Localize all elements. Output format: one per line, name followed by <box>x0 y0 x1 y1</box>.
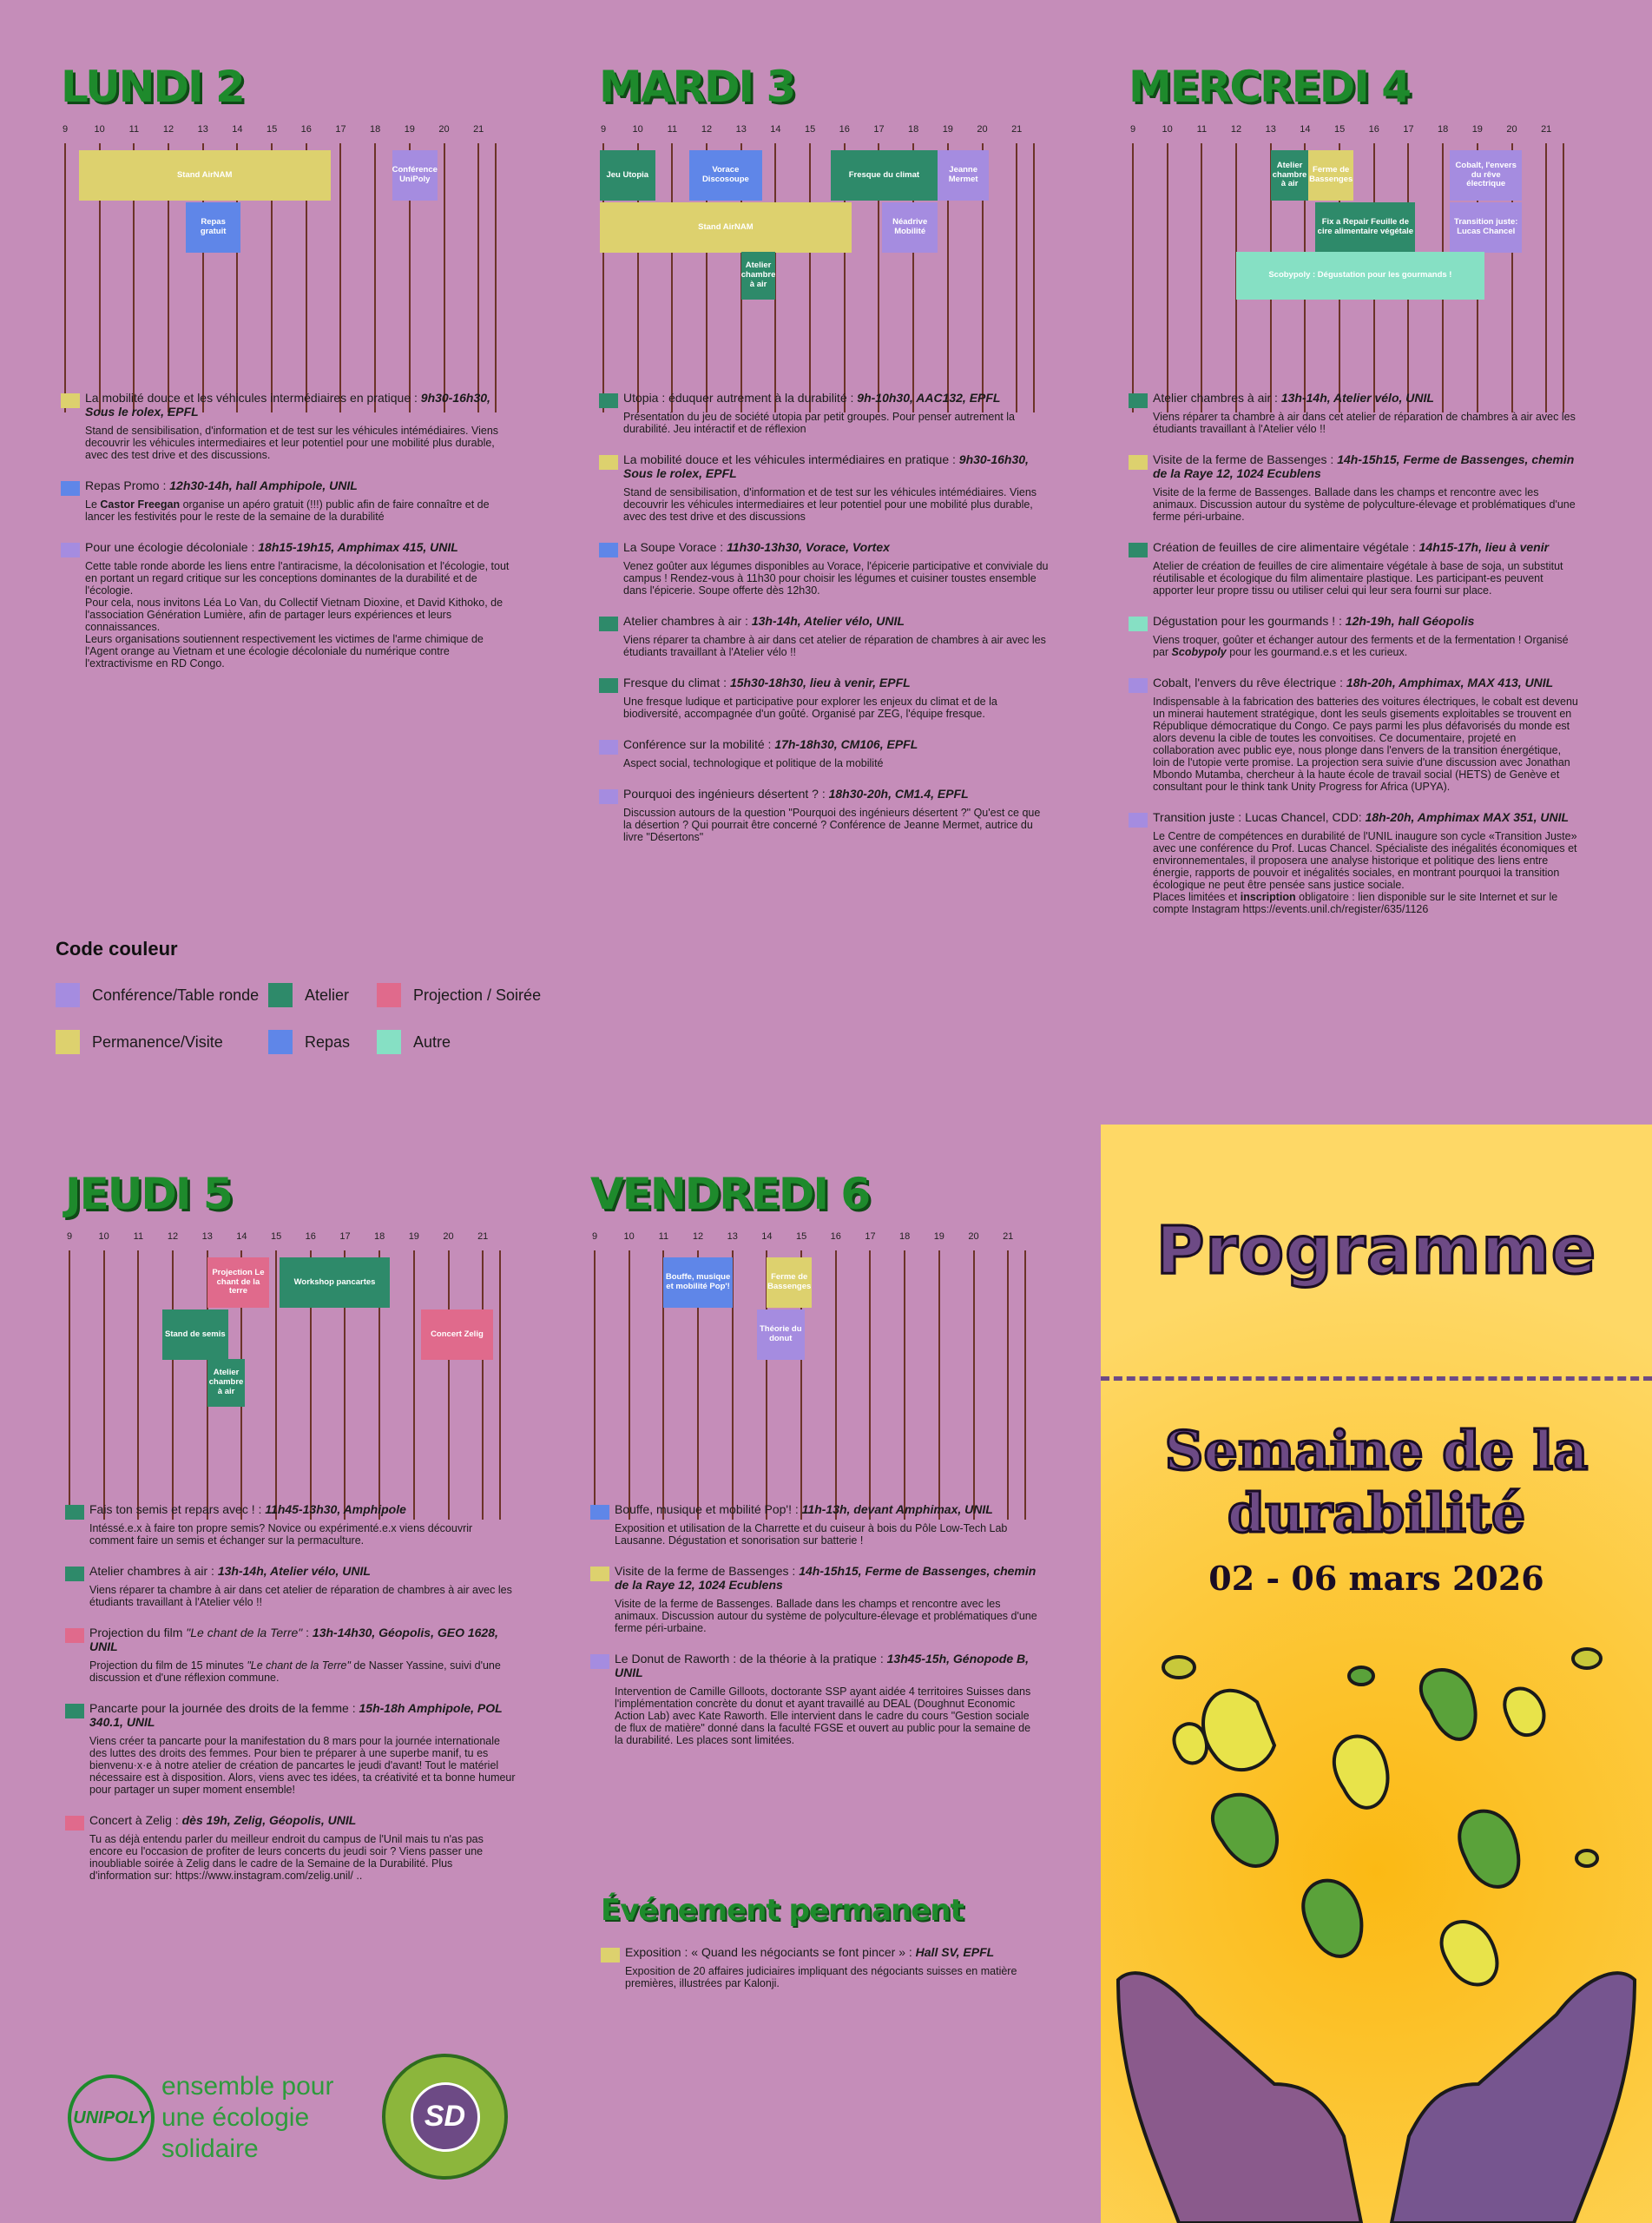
event-list-5 <box>590 1502 1042 1764</box>
hour-gridline <box>64 143 66 412</box>
timeline-event[interactable]: Bouffe, musique et mobilité Pop'! <box>663 1257 732 1308</box>
event-details: Viens créer ta pancarte pour la manifestation du 8 mars pour la journée internationale des luttes des droits des femmes. Pour bien te préparer à une superbe manif, tu es bienvenu·x·e à notre atelier de création de pancartes le jeudi d'avant! Tout le matériel nécessaire est à disposition. Alors, viens avec tes idées, ta créativité et ta bonne humeur pour partager un super moment ensemble! <box>89 1735 516 1796</box>
timeline-event[interactable]: Stand AirNAM <box>79 150 331 201</box>
day-title: LUNDI 2 <box>61 62 244 112</box>
hour-gridline <box>275 1250 277 1520</box>
event-description <box>1129 810 1580 915</box>
hour-label: 17 <box>873 124 885 135</box>
hour-gridline <box>1201 143 1202 412</box>
hour-gridline <box>904 1250 905 1520</box>
category-marker <box>599 740 618 755</box>
hour-label: 17 <box>339 1231 351 1242</box>
hour-gridline <box>103 1250 105 1520</box>
event-description <box>599 676 1050 720</box>
day-schedule-5 <box>590 1164 1042 1343</box>
hour-gridline <box>1007 1250 1009 1520</box>
event-description <box>1129 614 1580 658</box>
event-title: Atelier chambres à air : 13h-14h, Atelier vélo, UNIL <box>623 614 905 628</box>
hour-label: 9 <box>591 1231 598 1242</box>
event-description <box>601 1945 1052 1989</box>
category-marker <box>61 393 80 408</box>
category-marker <box>1129 813 1148 828</box>
legend-label: Atelier <box>305 986 350 1004</box>
timeline-event[interactable]: Concert Zelig <box>421 1309 493 1360</box>
timeline-event[interactable]: Projection Le chant de la terre <box>207 1257 269 1308</box>
hour-label: 17 <box>865 1231 876 1242</box>
event-description <box>65 1626 517 1684</box>
event-title: Fais ton semis et repars avec ! : 11h45-13h30, Amphipole <box>89 1502 406 1516</box>
hour-label: 16 <box>305 1231 316 1242</box>
hour-label: 12 <box>701 124 713 135</box>
event-description <box>599 737 1050 769</box>
hour-label: 15 <box>804 124 816 135</box>
hour-gridline <box>499 1250 501 1520</box>
hour-label: 14 <box>236 1231 247 1242</box>
timeline-event[interactable]: Fresque du climat <box>831 150 938 201</box>
category-marker <box>590 1505 609 1520</box>
timeline <box>590 1231 1042 1522</box>
category-marker <box>599 617 618 631</box>
hour-label: 21 <box>1003 1231 1014 1242</box>
day-title: VENDREDI 6 <box>590 1169 870 1219</box>
event-title: Exposition : « Quand les négociants se font pincer » : Hall SV, EPFL <box>625 1945 995 1959</box>
event-description <box>599 452 1050 523</box>
week-dates: 02 - 06 mars 2026 <box>1208 1559 1544 1598</box>
leaf-icon <box>1303 1881 1361 1956</box>
timeline-event[interactable]: Atelier chambre à air <box>1271 150 1309 201</box>
event-details: Tu as déjà entendu parler du meilleur endroit du campus de l'Unil mais tu n'as pas encore eu l'occasion de profiter de leurs concerts du jeudi soir ? Viens passer une inoubliable soirée à Zelig dans le cadre de la Semaine de la Durabilité. Plus d'information sur: https://www.instagram.com/zelig.unil/ .. <box>89 1833 484 1882</box>
hour-label: 18 <box>374 1231 385 1242</box>
hour-label: 14 <box>232 124 243 135</box>
hour-label: 9 <box>62 124 69 135</box>
timeline <box>61 124 512 415</box>
hour-label: 13 <box>735 124 747 135</box>
event-list-2 <box>599 391 1050 861</box>
timeline-event[interactable]: Fix a Repair Feuille de cire alimentaire végétale <box>1315 202 1415 253</box>
event-details: Intéssé.e.x à faire ton propre semis? Novice ou expérimenté.e.x viens découvrir comment faire un semis et échanger sur la permaculture. <box>89 1522 473 1547</box>
hour-label: 12 <box>167 1231 179 1242</box>
hour-label: 15 <box>1333 124 1346 135</box>
hour-gridline <box>374 143 376 412</box>
hour-label: 19 <box>942 124 953 135</box>
leaf-icon <box>1203 1691 1274 1770</box>
hour-label: 14 <box>1300 124 1311 135</box>
hour-label: 10 <box>98 1231 109 1242</box>
hour-gridline <box>835 1250 837 1520</box>
event-details: Aspect social, technologique et politique de la mobilité <box>623 757 884 769</box>
category-marker <box>1129 678 1148 693</box>
hour-gridline <box>869 1250 871 1520</box>
programme-title: Programme <box>1155 1211 1597 1289</box>
category-marker <box>65 1704 84 1718</box>
event-description <box>590 1652 1042 1746</box>
legend-swatch <box>268 1030 293 1054</box>
hour-label: 18 <box>908 124 919 135</box>
timeline-event[interactable]: Transition juste: Lucas Chancel <box>1450 202 1522 253</box>
hour-label: 20 <box>1506 124 1517 135</box>
color-legend <box>56 938 576 1059</box>
hour-gridline <box>671 143 673 412</box>
hour-label: 19 <box>404 124 415 135</box>
hour-gridline <box>413 1250 415 1520</box>
hour-label: 15 <box>270 1231 282 1242</box>
event-details: Une fresque ludique et participative pour explorer les enjeux du climat et de la biodiversité, accompagnée d'un goûté. Organisé par ZEG, l'équipe fresque. <box>623 696 997 720</box>
event-details: Exposition et utilisation de la Charrette et du cuiseur à bois du Pôle Low-Tech Lab Lausanne. Dégustation et sonorisation sur batterie ! <box>615 1522 1008 1547</box>
category-marker <box>1129 543 1148 557</box>
event-title: Pour une écologie décoloniale : 18h15-19h15, Amphimax 415, UNIL <box>85 540 458 554</box>
event-details: Viens réparer ta chambre à air dans cet atelier de réparation de chambres à air avec les étudiants travaillant à l'Atelier vélo !! <box>623 634 1046 658</box>
event-details: Stand de sensibilisation, d'information et de test sur les véhicules intémédiaires. Viens decouvrir les véhicules intermediaires et leur potentiel pour une mobilité plus durable, avec des test drive et des discussions <box>623 486 1037 523</box>
event-details: Projection du film de 15 minutes "Le chant de la Terre" de Nasser Yassine, suivi d'une discussion et d'une réflexion commune. <box>89 1659 501 1684</box>
timeline <box>65 1231 517 1522</box>
legend-item-repas <box>268 1030 350 1054</box>
hour-label: 10 <box>1162 124 1173 135</box>
legend-swatch <box>56 983 80 1007</box>
day-schedule-3 <box>1129 56 1580 280</box>
category-marker <box>599 678 618 693</box>
category-marker <box>599 393 618 408</box>
event-description <box>599 540 1050 597</box>
seed-icon <box>1163 1657 1195 1678</box>
hour-label: 12 <box>692 1231 704 1242</box>
event-description <box>61 478 512 523</box>
legend-item-atelier <box>268 983 349 1007</box>
hour-label: 21 <box>1541 124 1552 135</box>
day-title: JEUDI 5 <box>65 1169 232 1219</box>
event-title: Projection du film "Le chant de la Terre" : 13h-14h30, Géopolis, GEO 1628, UNIL <box>89 1626 498 1653</box>
event-title: Conférence sur la mobilité : 17h-18h30, CM106, EPFL <box>623 737 918 751</box>
unipoly-tagline-3: solidaire <box>161 2134 259 2163</box>
hour-gridline <box>339 143 341 412</box>
hour-label: 18 <box>899 1231 911 1242</box>
legend-label: Repas <box>305 1032 351 1051</box>
event-description <box>599 787 1050 843</box>
dashed-divider <box>1101 1376 1652 1381</box>
event-title: Concert à Zelig : dès 19h, Zelig, Géopolis, UNIL <box>89 1813 357 1827</box>
legend-swatch <box>268 983 293 1007</box>
hour-label: 18 <box>370 124 381 135</box>
leaf-icon <box>1334 1737 1388 1808</box>
event-description <box>1129 391 1580 435</box>
day-schedule-2 <box>599 56 1050 289</box>
timeline-event[interactable]: Ferme de Bassenges <box>767 1257 812 1308</box>
hour-label: 11 <box>658 1231 669 1242</box>
event-title: Pourquoi des ingénieurs désertent ? : 18h30-20h, CM1.4, EPFL <box>623 787 969 801</box>
category-marker <box>1129 393 1148 408</box>
event-details: Exposition de 20 affaires judiciaires impliquant des négociants suisses en matière premières, illustrées par Kalonji. <box>625 1965 1017 1989</box>
hour-gridline <box>172 1250 174 1520</box>
event-description <box>65 1813 517 1882</box>
category-marker <box>65 1628 84 1643</box>
timeline-event[interactable]: Jeanne Mermet <box>938 150 990 201</box>
event-title: Le Donut de Raworth : de la théorie à la pratique : 13h45-15h, Génopode B, UNIL <box>615 1652 1030 1679</box>
leaf-icon <box>1442 1922 1497 1984</box>
hour-gridline <box>69 1250 70 1520</box>
hands-leaves-illustration <box>1101 1598 1652 2223</box>
hour-label: 20 <box>977 124 988 135</box>
hour-gridline <box>1563 143 1564 412</box>
category-marker <box>599 543 618 557</box>
sd-logo <box>382 2054 508 2180</box>
hour-label: 13 <box>727 1231 738 1242</box>
hour-gridline <box>495 143 497 412</box>
day-title: MARDI 3 <box>599 62 795 112</box>
day-title: MERCREDI 4 <box>1129 62 1411 112</box>
seed-icon <box>1349 1667 1373 1685</box>
hour-label: 20 <box>438 124 450 135</box>
event-title: Fresque du climat : 15h30-18h30, lieu à venir, EPFL <box>623 676 911 689</box>
hour-label: 15 <box>266 124 278 135</box>
hour-label: 11 <box>1196 124 1208 135</box>
hour-label: 16 <box>300 124 312 135</box>
category-marker <box>590 1654 609 1669</box>
legend-label: Permanence/Visite <box>92 1032 223 1051</box>
hour-label: 10 <box>623 1231 635 1242</box>
timeline-event[interactable]: Repas gratuit <box>186 202 240 253</box>
hour-gridline <box>1033 143 1035 412</box>
category-marker <box>590 1567 609 1581</box>
event-description <box>1129 676 1580 793</box>
legend-item-autre <box>377 1030 451 1054</box>
day-schedule-4 <box>65 1164 517 1396</box>
event-details: Stand de sensibilisation, d'information et de test sur les véhicules intémédiaires. Viens decouvrir les véhicules intermediaires et leur potentiel pour une mobilité plus durable, avec des test drive et des discussions. <box>85 425 499 461</box>
hour-label: 11 <box>128 124 140 135</box>
category-marker <box>599 789 618 804</box>
event-title: La mobilité douce et les véhicules intermédiaires en pratique : 9h30-16h30, Sous le rolex, EPFL <box>85 391 490 419</box>
leaf-icon <box>1421 1670 1476 1739</box>
hour-label: 14 <box>761 1231 773 1242</box>
legend-item-permanence <box>56 1030 223 1054</box>
hour-gridline <box>482 1250 484 1520</box>
hour-label: 16 <box>1368 124 1379 135</box>
unipoly-emblem: UNIPOLY <box>68 2075 155 2161</box>
unipoly-logo <box>68 2071 333 2165</box>
week-title <box>1101 1420 1652 1545</box>
left-hand-icon <box>1118 1973 1361 2223</box>
hour-gridline <box>1167 143 1168 412</box>
legend-label: Autre <box>413 1032 451 1051</box>
hour-label: 10 <box>94 124 105 135</box>
event-title: Bouffe, musique et mobilité Pop'! : 11h-13h, devant Amphimax, UNIL <box>615 1502 993 1516</box>
week-title-line2: durabilité <box>1227 1481 1526 1545</box>
unipoly-tagline-2: une écologie <box>161 2103 310 2132</box>
hour-gridline <box>137 1250 139 1520</box>
event-description <box>1129 452 1580 523</box>
legend-item-projection <box>377 983 541 1007</box>
permanent-event-title: Événement permanent <box>601 1893 964 1928</box>
hour-gridline <box>938 1250 940 1520</box>
hour-label: 14 <box>770 124 781 135</box>
category-marker <box>61 543 80 557</box>
event-list-3 <box>1129 391 1580 933</box>
hour-label: 18 <box>1438 124 1449 135</box>
hour-gridline <box>1132 143 1134 412</box>
event-list-1 <box>61 391 512 687</box>
event-description <box>590 1564 1042 1634</box>
event-title: Atelier chambres à air : 13h-14h, Atelier vélo, UNIL <box>1153 391 1434 405</box>
week-title-line1: Semaine de la <box>1164 1419 1589 1482</box>
hour-label: 16 <box>830 1231 841 1242</box>
event-title: Atelier chambres à air : 13h-14h, Atelier vélo, UNIL <box>89 1564 371 1578</box>
timeline-event[interactable]: Stand de semis <box>162 1309 227 1360</box>
event-details: Visite de la ferme de Bassenges. Ballade dans les champs et rencontre avec les animaux. Discussion autour du système de polyculture-élevage et problématiques d'une ferme péri-urbaine. <box>1153 486 1576 523</box>
hour-gridline <box>1545 143 1547 412</box>
category-marker <box>65 1816 84 1831</box>
hour-label: 11 <box>667 124 678 135</box>
event-details: Présentation du jeu de société utopia par petit groupes. Pour penser autrement la durabilité. Jeu intéractif et de réflexion <box>623 411 1015 435</box>
legend-swatch <box>377 983 401 1007</box>
event-title: Création de feuilles de cire alimentaire végétale : 14h15-17h, lieu à venir <box>1153 540 1550 554</box>
event-description <box>61 540 512 670</box>
hour-label: 21 <box>477 1231 489 1242</box>
legend-title: Code couleur <box>56 938 178 960</box>
legend-label: Projection / Soirée <box>413 986 542 1004</box>
unipoly-tagline-1: ensemble pour <box>161 2072 334 2101</box>
leaf-icon <box>1459 1811 1518 1887</box>
timeline-event[interactable]: Conférence UniPoly <box>392 150 438 201</box>
hour-label: 19 <box>1471 124 1483 135</box>
event-description <box>65 1564 517 1608</box>
category-marker <box>1129 617 1148 631</box>
hour-label: 12 <box>1230 124 1242 135</box>
event-description <box>61 391 512 461</box>
legend-swatch <box>377 1030 401 1054</box>
event-details: Viens réparer ta chambre à air dans cet atelier de réparation de chambres à air avec les étudiants travaillant à l'Atelier vélo !! <box>89 1584 512 1608</box>
event-description <box>599 614 1050 658</box>
hour-label: 9 <box>600 124 607 135</box>
timeline <box>1129 124 1580 415</box>
leaf-icon <box>1174 1724 1207 1763</box>
event-title: Dégustation pour les gourmands ! : 12h-19h, hall Géopolis <box>1153 614 1475 628</box>
hour-label: 20 <box>443 1231 454 1242</box>
timeline-event[interactable]: Vorace Discosoupe <box>689 150 761 201</box>
hour-label: 9 <box>1129 124 1136 135</box>
hour-label: 13 <box>197 124 208 135</box>
event-list-4 <box>65 1502 517 1899</box>
leaf-icon <box>1213 1795 1277 1866</box>
hour-label: 12 <box>162 124 174 135</box>
timeline-event[interactable]: Jeu Utopia <box>600 150 655 201</box>
event-title: Transition juste : Lucas Chancel, CDD: 18h-20h, Amphimax MAX 351, UNIL <box>1153 810 1570 824</box>
hour-gridline <box>1024 1250 1026 1520</box>
event-description <box>65 1701 517 1796</box>
hour-label: 19 <box>933 1231 944 1242</box>
event-details: Cette table ronde aborde les liens entre l'antiracisme, la décolonisation et l'écologie, tout en portant un regard critique sur les conceptions dominantes de la durabilité et de l'écologie. Pour cela, nous invitons Léa Lo Van, du Collectif Vietnam Dioxine, et David Kithoko, de l'association Génération Lumière, afin de partager leurs expériences et leurs connaissances. Leurs organisations soutiennent respectivement les victimes de l'arme chimique de l'Agent orange au Vietnam et une écologie décoloniale du numérique contre l'extractivisme en RD Congo. <box>85 560 510 670</box>
event-details: Intervention de Camille Gilloots, doctorante SSP ayant aidée 4 territoires Suisses dans l'implémentation concrète du donut et ayant travaillé au DEAL (Doughnut Economic Action Lab) avec Kate Raworth. Elle intervient dans le cadre du cours "Gestion sociale de flux de matière" donné dans la faculté FGSE et ouvert au public pour la semaine de la durabilité. Les places sont limitées. <box>615 1685 1031 1746</box>
hour-label: 21 <box>1011 124 1023 135</box>
hour-label: 10 <box>632 124 643 135</box>
event-details: Atelier de création de feuilles de cire alimentaire végétale à base de soja, un substitut réutilisable et écologique du film alimentaire plastique. Les participant-es peuvent apporter leur propre tissu ou utiliser celui qui leur sera fourni sur place. <box>1153 560 1563 597</box>
event-title: Cobalt, l'envers du rêve électrique : 18h-20h, Amphimax, MAX 413, UNIL <box>1153 676 1554 689</box>
hour-gridline <box>629 1250 630 1520</box>
event-description <box>1129 540 1580 597</box>
event-details: Indispensable à la fabrication des batteries des voitures électriques, le cobalt est devenu un minerai hautement stratégique, dont les seuls gisements exploitables se trouvent en République démocratique du Congo. Ce pays parmi les plus défavorisés du monde est alors devenu la cible de toutes les convoitises. Ce documentaire, projeté en collaboration avec public eye, nous plonge dans l'envers de la transition énergétique, loin de l'utopie verte promise. La projection sera suivie d'une discussion avec Jonathan Mbondo Mutamba, chercheur à la haute école de travail social (HETS) de Genève et consultant pour le think tank Unity Progress for Africa (UPYA). <box>1153 696 1578 793</box>
timeline <box>599 124 1050 415</box>
event-description <box>590 1502 1042 1547</box>
seed-icon <box>1576 1850 1597 1866</box>
seed-icon <box>1573 1649 1601 1668</box>
hour-gridline <box>448 1250 450 1520</box>
event-description <box>599 391 1050 435</box>
timeline-event[interactable]: Workshop pancartes <box>280 1257 390 1308</box>
category-marker <box>61 481 80 496</box>
hour-label: 15 <box>795 1231 807 1242</box>
category-marker <box>65 1567 84 1581</box>
right-hand-icon <box>1392 1973 1635 2223</box>
event-details: Venez goûter aux légumes disponibles au Vorace, l'épicerie participative et conviviale du campus ! Rendez-vous à 11h30 pour choisir les légumes et cuisiner toustes ensemble dans l'épicerie. Soupe offerte dès 12h30. <box>623 560 1049 597</box>
event-title: Utopia : éduquer autrement à la durabilité : 9h-10h30, AAC132, EPFL <box>623 391 1001 405</box>
timeline-event[interactable]: Atelier chambre à air <box>207 1359 246 1407</box>
category-marker <box>601 1948 620 1962</box>
hour-label: 16 <box>839 124 850 135</box>
hour-label: 17 <box>335 124 346 135</box>
event-title: Visite de la ferme de Bassenges : 14h-15h15, Ferme de Bassenges, chemin de la Raye 12, 1024 Ecublens <box>615 1564 1037 1592</box>
event-details: Viens réparer ta chambre à air dans cet atelier de réparation de chambres à air avec les étudiants travaillant à l'Atelier vélo !! <box>1153 411 1576 435</box>
event-details: Le Castor Freegan organise un apéro gratuit (!!!) public afin de faire connaître et de lancer les festivités pour le reste de la semaine de la durabilité <box>85 498 490 523</box>
timeline-event[interactable]: Stand AirNAM <box>600 202 852 253</box>
hour-label: 19 <box>408 1231 419 1242</box>
event-title: Pancarte pour la journée des droits de la femme : 15h-18h Amphipole, POL 340.1, UNIL <box>89 1701 503 1729</box>
category-marker <box>599 455 618 470</box>
event-title: Visite de la ferme de Bassenges : 14h-15h15, Ferme de Bassenges, chemin de la Raye 12, 1024 Ecublens <box>1153 452 1575 480</box>
hour-gridline <box>444 143 445 412</box>
event-details: Le Centre de compétences en durabilité de l'UNIL inaugure son cycle «Transition Juste» avec une conférence du Prof. Lucas Chancel. Spécialiste des inégalités économiques et environnementales, il proposera une analyse historique et politique des liens entre énergie, rapports de pouvoir et inégalités sociales, en montrant pourquoi la transition écologique ne peut être pensée sans justice sociale. Places limitées et inscription obligatoire : lien disponible sur le site Internet et sur le compte Instagram https://events.unil.ch/register/635/1126 <box>1153 830 1577 915</box>
cover-panel <box>1101 1125 1652 2223</box>
legend-item-conference <box>56 983 259 1007</box>
legend-label: Conférence/Table ronde <box>92 986 260 1004</box>
hour-gridline <box>594 1250 596 1520</box>
hour-gridline <box>809 143 811 412</box>
event-title: La mobilité douce et les véhicules intermédiaires en pratique : 9h30-16h30, Sous le rolex, EPFL <box>623 452 1029 480</box>
hour-label: 13 <box>201 1231 213 1242</box>
hour-label: 21 <box>473 124 484 135</box>
timeline-event[interactable]: Néadrive Mobilité <box>882 202 937 253</box>
category-marker <box>1129 455 1148 470</box>
permanent-event-section <box>601 1893 1052 2007</box>
hour-label: 11 <box>133 1231 144 1242</box>
sd-logo-text: SD <box>411 2082 480 2152</box>
event-description <box>65 1502 517 1547</box>
legend-swatch <box>56 1030 80 1054</box>
hour-gridline <box>973 1250 975 1520</box>
event-title: Repas Promo : 12h30-14h, hall Amphipole, UNIL <box>85 478 358 492</box>
hour-label: 13 <box>1265 124 1276 135</box>
timeline-event[interactable]: Scobypoly : Dégustation pour les gourmands ! <box>1236 252 1484 300</box>
hour-gridline <box>1016 143 1017 412</box>
hour-gridline <box>477 143 479 412</box>
timeline-event[interactable]: Ferme de Bassenges <box>1308 150 1353 201</box>
event-details: Visite de la ferme de Bassenges. Ballade dans les champs et rencontre avec les animaux. Discussion autour du système de polyculture-élevage et problématiques d'une ferme péri-urbaine. <box>615 1598 1037 1634</box>
event-title: La Soupe Vorace : 11h30-13h30, Vorace, Vortex <box>623 540 890 554</box>
event-details: Discussion autours de la question "Pourquoi des ingénieurs désertent ?" Qu'est ce que la désertion ? Qui pourrait être concerné ? Conférence de Jeanne Mermet, autrice du livre "Désertons" <box>623 807 1041 843</box>
category-marker <box>65 1505 84 1520</box>
event-details: Viens troquer, goûter et échanger autour des ferments et de la fermentation ! Organisé par Scobypoly pour les gourmand.e.s et les curieux. <box>1153 634 1569 658</box>
leaf-icon <box>1504 1689 1543 1736</box>
day-schedule-1 <box>61 56 512 236</box>
hour-label: 20 <box>968 1231 979 1242</box>
timeline-event[interactable]: Théorie du donut <box>757 1309 806 1360</box>
timeline-event[interactable]: Cobalt, l'envers du rêve électrique <box>1450 150 1522 201</box>
hour-label: 17 <box>1403 124 1414 135</box>
timeline-event[interactable]: Atelier chambre à air <box>741 252 776 300</box>
hour-label: 9 <box>66 1231 73 1242</box>
